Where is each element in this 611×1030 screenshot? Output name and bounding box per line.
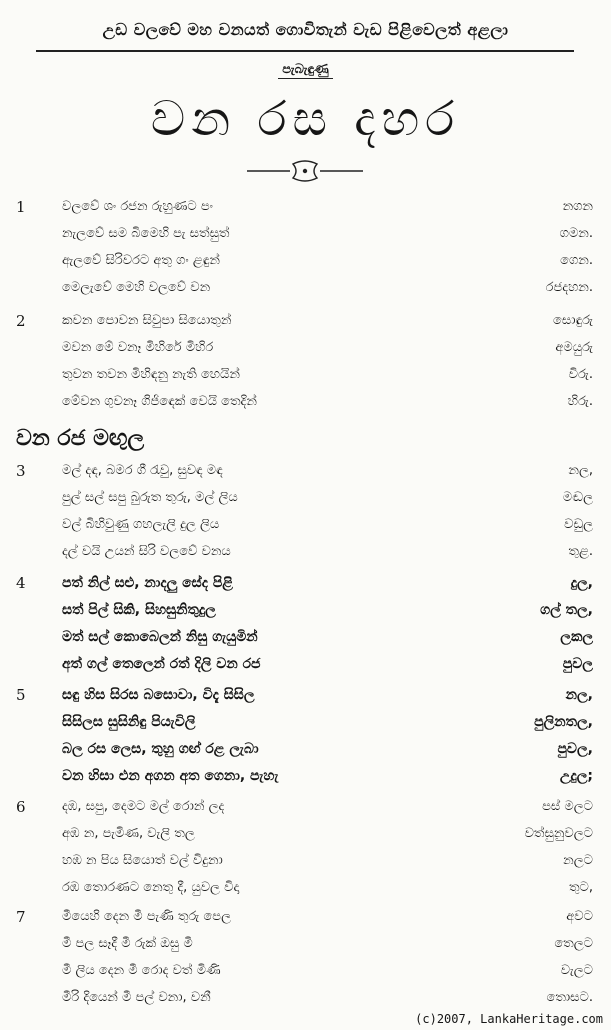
verse-number: 1 (16, 198, 26, 216)
verse-line (62, 850, 593, 872)
verse-line-text: සත් පිල් සිකි, සිහසුනිතුදුල (62, 602, 216, 618)
verse-line-rhyme: උදුල; (559, 768, 593, 784)
verse-line (62, 823, 593, 845)
verse-number: 6 (16, 798, 26, 816)
verse-line-rhyme: විරු. (568, 367, 593, 382)
verse-line-text: මීරි දියෙන් මී පල් වනා, වනී (62, 990, 211, 1005)
verse-line-text: සිසිලස සුසිනිඳු පියැවිලි (62, 714, 196, 730)
verse-line-rhyme: ගල් තල, (540, 602, 593, 618)
verse-line-text: හඹ න පිය සියොත් වල් විදුනා (62, 853, 223, 868)
verse-line-rhyme: ලකල (560, 629, 593, 645)
verse-line-rhyme: තුළ. (568, 544, 593, 559)
verse-line (62, 572, 593, 594)
verse-line-rhyme: රජදහන. (545, 280, 593, 295)
ornament-icon (245, 160, 365, 182)
verse-line (62, 626, 593, 648)
verse-line-rhyme: අමයුරු (555, 340, 593, 355)
verse-line-rhyme: තෙලට (554, 936, 593, 951)
verse-line-text: නැලවේ සම බිමෙහි පැ සත්සුත් (62, 226, 230, 241)
verse-line-text: මවන මේ වනෑ මිහිරේ මිහිර (62, 340, 214, 355)
verse-line-text: කවන පොවන සිවුපා සියොතුන් (62, 313, 232, 328)
verse-line (62, 514, 593, 536)
verse-line (62, 460, 593, 482)
verse-line (62, 599, 593, 621)
verse-line-text: රඹ තොරණට නෙතු දී, යුවල විදා (62, 880, 240, 895)
verse-line-text: මෙලැවේ මෙහි වලවේ වන (62, 280, 211, 295)
verse-line-rhyme: ගමන. (559, 226, 593, 241)
verse-line-rhyme: වැලට (560, 963, 593, 978)
verse-line-text: අත් ගල් තෙලෙන් රත් දිලි වන රජ (62, 656, 261, 672)
verse-line-text: මල් දඳ, බමර ගී රැවු, සුවඳ මඳ (62, 463, 223, 478)
verse-line (62, 223, 593, 245)
header-divider (36, 50, 574, 52)
section-heading: වන රජ මඟුල (16, 426, 145, 451)
verse-line-rhyme: මඬල (562, 490, 593, 505)
verse-line-rhyme: දුල, (570, 575, 593, 591)
verse-line-rhyme: හිරු. (567, 394, 593, 409)
verse-line (62, 391, 593, 413)
verse-line (62, 653, 593, 675)
verse-line-text: දඹ, සපු, දෙමට මල් රොන් ලද (62, 799, 225, 814)
verse-line-text: අඹ න, පැමිණ, වැලි තල (62, 826, 195, 841)
verse-line (62, 684, 593, 706)
subtitle: උඩ වලවේ මහ වනයත් ගොවිතැන් වැඩ පිළිවෙලත් අළලා (102, 20, 509, 39)
verse-line-text: දල් වයි උයන් සිරි වලවේ වනය (62, 544, 231, 559)
verse-line-text: තුවන තවන මිහිඳනු නැති හෙයින් (62, 367, 240, 382)
verse-line-text: සඳු හිස සිරස බසොවා, විදැ සිසිල (62, 687, 255, 703)
verse-line-text: මී ලිය දෙන මී රොද වත් මිණි (62, 963, 221, 978)
verse-line-text: මීයෙහි දෙන මී පැණි තුරු පෙල (62, 909, 231, 924)
verse-number: 5 (16, 686, 26, 704)
verse-line-rhyme: ගෙන. (560, 253, 593, 268)
verse-line-rhyme: නල, (568, 463, 593, 478)
verse-line (62, 933, 593, 955)
kicker (0, 62, 611, 77)
verse-line-rhyme: පස් මලට (542, 799, 593, 814)
verse-line (62, 987, 593, 1009)
verse-line (62, 765, 593, 787)
verse-line-rhyme: නගන (562, 199, 593, 214)
verse-number: 3 (16, 462, 26, 480)
verse-line (62, 960, 593, 982)
verse-line-text: ඇලවේ සිරිවරට අතු ගං ළඳුන් (62, 253, 220, 268)
verse-line-text: වල් බිහිවුණු ගහලැලි දුල ලිය (62, 517, 220, 532)
verse-line-text: බල රස ලෙස, තුහු ගඟ් රළ ලැබා (62, 741, 259, 757)
verse-line (62, 196, 593, 218)
verse-line (62, 738, 593, 760)
verse-line (62, 711, 593, 733)
verse-line-rhyme: තුට, (568, 880, 593, 895)
verse-line-rhyme: වඩුල (564, 517, 593, 532)
verse-line-text: මී පල සෑදී මී රුක් ඔසු මී (62, 936, 193, 951)
kicker-text: පැබැඳුණු (278, 62, 333, 79)
verse-line (62, 487, 593, 509)
verse-line-text: මත් සල් කොබෙලන් නිසු ගැයුමින් (62, 629, 258, 645)
verse-line (62, 337, 593, 359)
verse-line (62, 364, 593, 386)
verse-line-rhyme: නලට (563, 853, 593, 868)
verse-line-rhyme: වත්සුනුවලට (524, 826, 593, 841)
verse-line (62, 796, 593, 818)
copyright-notice: (c)2007, LankaHeritage.com (415, 1012, 603, 1026)
page-title: වන රස දහර (150, 91, 461, 147)
verse-line-rhyme: සොඳුරු (553, 313, 593, 328)
verse-line (62, 250, 593, 272)
verse-line (62, 877, 593, 899)
verse-line-rhyme: නල, (565, 687, 593, 703)
verse-line-text: මේවන ගුවනෑ ගිජිඳෙක් වෙයි තෙදින් (62, 394, 257, 409)
verse-line-rhyme: අවට (566, 909, 593, 924)
verse-line-text: පත් නිල් සළු, නාදලු සේද පිළි (62, 575, 233, 591)
verse-number: 7 (16, 908, 26, 926)
verse-line-text: පුල් සල් සපු බුරුත තුරු, මල් ලිය (62, 490, 238, 505)
verse-line (62, 906, 593, 928)
verse-line-rhyme: පුවල (562, 656, 593, 672)
verse-line-text: වන හිසා එන අගන අත ගෙනා, පැහැ (62, 768, 279, 784)
verse-number: 2 (16, 312, 26, 330)
verse-line (62, 277, 593, 299)
verse-line-text: වලවේ ශං රජන රුහුණට පං (62, 199, 213, 214)
verse-line-rhyme: තොසට. (546, 990, 593, 1005)
verse-line (62, 541, 593, 563)
verse-number: 4 (16, 574, 26, 592)
verse-line-rhyme: පුවල, (557, 741, 593, 757)
verse-line (62, 310, 593, 332)
verse-line-rhyme: පුලිනතල, (534, 714, 593, 730)
